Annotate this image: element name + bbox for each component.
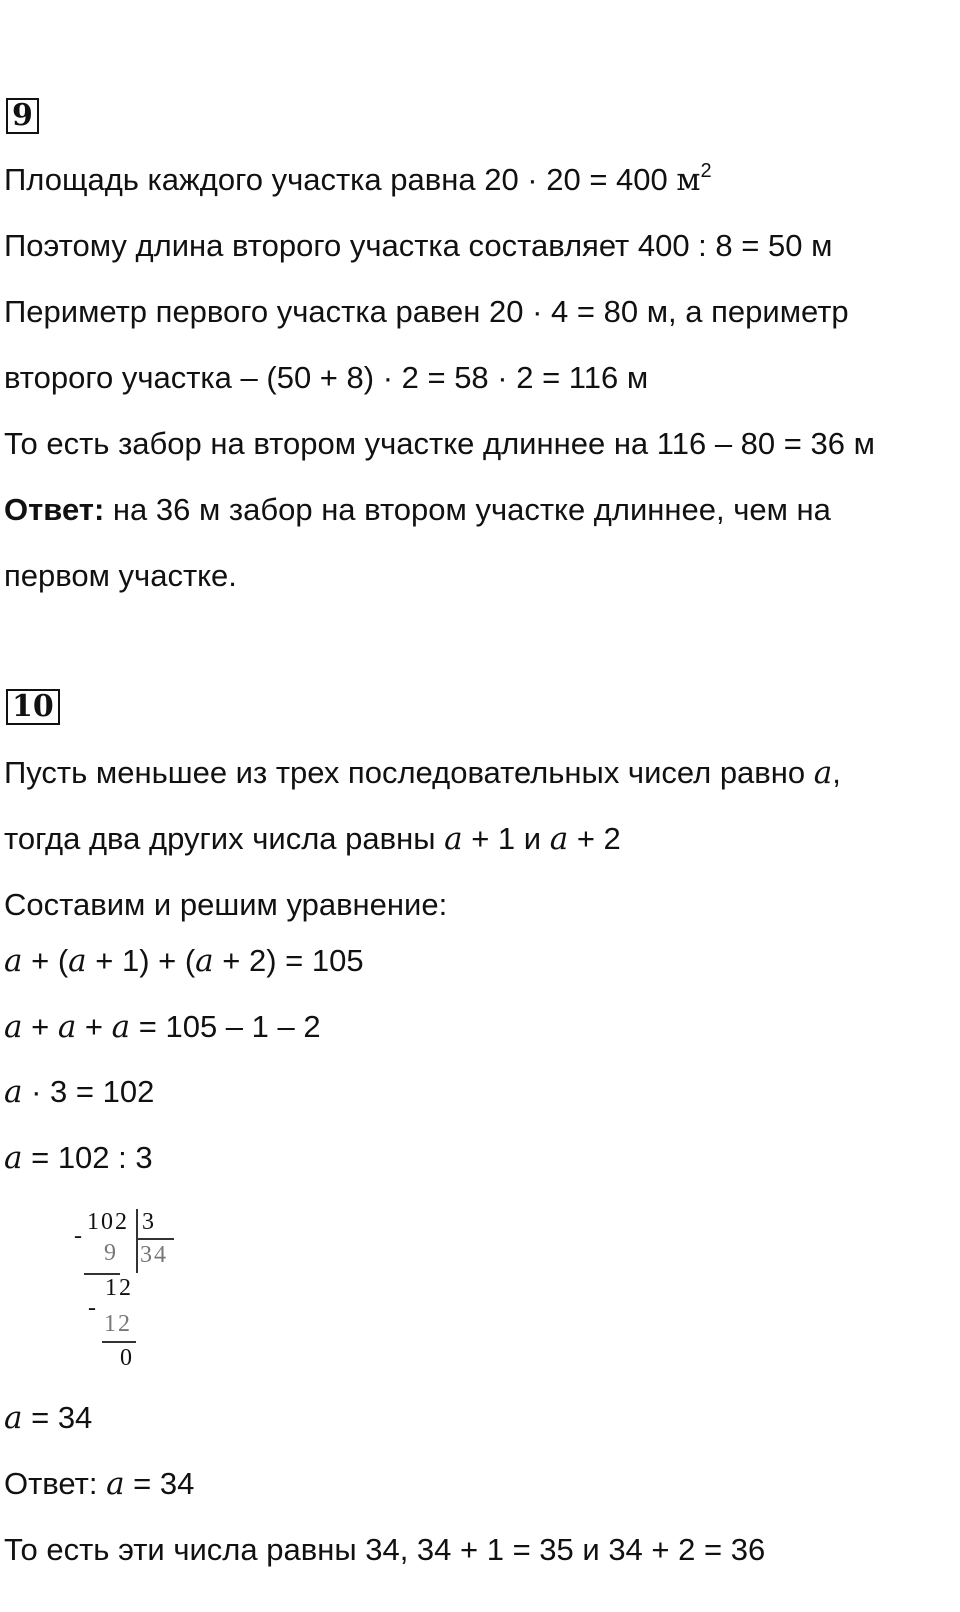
equation-1: a + (a + 1) + (a + 2) = 105 [4,943,364,979]
task9-line4: второго участка – (50 + 8) · 2 = 58 · 2 = 116 м [4,360,649,395]
equation-5: a = 34 [4,1400,93,1436]
task9-answer-cont: первом участке. [4,558,237,593]
equation-2: a + a + a = 105 – 1 – 2 [4,1009,321,1045]
equation-4: a = 102 : 3 [4,1140,153,1176]
divisor-underline [136,1238,174,1240]
task10-final: То есть эти числа равны 34, 34 + 1 = 35 и 34 + 2 = 36 [4,1532,766,1567]
task9-line2: Поэтому длина второго участка составляет 400 : 8 = 50 м [4,228,833,263]
equation-3: a · 3 = 102 [4,1074,155,1110]
task-number-10: 10 [6,689,60,725]
task10-line3: Составим и решим уравнение: [4,887,448,922]
task9-line3: Периметр первого участка равен 20 · 4 = 80 м, а периметр [4,294,849,329]
long-division [70,1209,200,1375]
task10-line2: тогда два других числа равны a + 1 и a + 2 [4,821,621,857]
answer-label: Ответ: [4,492,105,527]
task-number-9: 9 [6,98,39,134]
dividend: 102 [87,1209,129,1235]
divisor: 3 [142,1209,156,1235]
task10-answer: Ответ: a = 34 [4,1466,195,1502]
remainder-1: 12 [105,1275,133,1301]
division-minus-1: - [74,1223,84,1249]
task9-answer: Ответ: на 36 м забор на втором участке длиннее, чем на [4,492,831,527]
subtrahend-2: 12 [104,1311,132,1337]
task9-line1: Площадь каждого участка равна 20 · 20 = 400 $м^2$ [4,159,712,198]
subtraction-line-2 [102,1341,136,1343]
remainder-2: 0 [120,1345,134,1371]
quotient: 34 [140,1242,168,1268]
task10-line1: Пусть меньшее из трех последовательных чисел равно a, [4,755,841,791]
division-vertical-line [136,1209,138,1273]
subtrahend-1: 9 [104,1240,118,1266]
division-minus-2: - [88,1295,98,1321]
task9-line5: То есть забор на втором участке длиннее на 116 – 80 = 36 м [4,426,875,461]
